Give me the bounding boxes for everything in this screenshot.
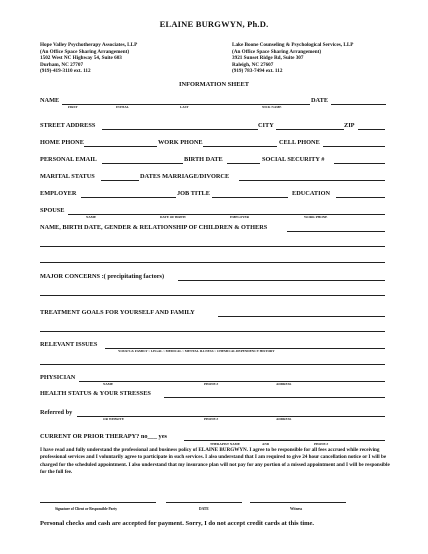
right-office-line: (An Office Space Sharing Arrangement): [232, 48, 322, 55]
physician-address-caption: ADDRESS: [276, 382, 292, 386]
doctor-name-title: ELAINE BURGWYN, Ph.D.: [159, 19, 269, 29]
job-title-field[interactable]: [212, 197, 288, 198]
right-office-line: Lake Boone Counseling & Psychological Services, LLP: [232, 42, 354, 48]
signature-date-line[interactable]: [166, 502, 242, 503]
spouse-dob-caption: DATE OF BIRTH: [160, 215, 186, 219]
date-field[interactable]: [331, 104, 386, 105]
personal-email-field[interactable]: [102, 163, 183, 164]
education-field[interactable]: [336, 197, 385, 198]
street-address-label: STREET ADDRESS: [40, 122, 96, 129]
signature-line[interactable]: [40, 502, 156, 503]
policy-agreement-text: I have read and fully understand the professional and business policy of ELAINE BURGWYN. I agree to be responsible for all fees accrued while receiving professional services and I voluntarily agree to participate in such services. I also understand that I am required to give 24 hour cancellation notice or I will be charged for the scheduled appointment. I also understand that my insurance plan will not pay for any portion of a missed appointment and I will be responsible for the full fee.: [40, 447, 390, 476]
city-label: CITY: [258, 122, 274, 129]
dates-marriage-label: DATES MARRIAGE/DIVORCE: [140, 173, 230, 180]
therapy-label: CURRENT OR PRIOR THERAPY? no___ yes: [40, 433, 167, 440]
major-concerns-label: MAJOR CONCERNS :( precipitating factors): [40, 273, 165, 280]
spouse-field[interactable]: [68, 214, 385, 215]
right-office-line: 3921 Sunset Ridge Rd, Suite 307: [232, 55, 304, 62]
left-office-address: [40, 42, 137, 75]
physician-field[interactable]: [79, 381, 385, 382]
work-phone-field[interactable]: [203, 146, 277, 147]
personal-email-label: PERSONAL EMAIL: [40, 156, 97, 163]
therapist-name-caption: THERAPIST NAME: [210, 442, 240, 446]
left-office-line: (An Office Space Sharing Arrangement): [40, 48, 130, 55]
therapist-and-caption: AND: [262, 442, 270, 446]
spouse-work-phone-caption: WORK PHONE: [304, 215, 328, 219]
physician-name-caption: NAME: [103, 382, 114, 386]
treatment-goals-label: TREATMENT GOALS FOR YOURSELF AND FAMILY: [40, 309, 195, 316]
home-phone-label: HOME PHONE: [40, 139, 84, 146]
witness-caption: Witness: [290, 507, 303, 511]
physician-phone-caption: PHONE #: [204, 382, 219, 386]
employer-label: EMPLOYER: [40, 190, 77, 197]
referred-by-label: Referred by: [40, 409, 73, 416]
first-name-caption: FIRST: [68, 105, 78, 109]
last-name-caption: LAST: [180, 105, 189, 109]
zip-field[interactable]: [358, 129, 385, 130]
spouse-employer-caption: EMPLOYER: [230, 215, 250, 219]
referred-phone-caption: PHONE #: [204, 417, 219, 421]
left-office-line: Durham, NC 27707: [40, 61, 84, 68]
city-field[interactable]: [276, 129, 344, 130]
initial-caption: INITIAL: [116, 105, 130, 109]
dates-marriage-field[interactable]: [239, 180, 385, 181]
treatment-goals-field[interactable]: [218, 316, 385, 317]
right-office-address: [232, 42, 353, 75]
job-title-label: JOB TITLE: [177, 190, 210, 197]
information-sheet-heading: INFORMATION SHEET: [178, 81, 249, 88]
home-phone-field[interactable]: [84, 146, 157, 147]
relevant-issues-caption: YOUR'S & FAMILY ~ LEGAL ~ MEDICAL ~ MENTAL ILLNESS ~ CHEMICAL DEPENDENCY HISTORY: [118, 349, 275, 353]
major-concerns-line[interactable]: [40, 295, 385, 296]
marital-status-label: MARITAL STATUS: [40, 173, 95, 180]
work-phone-label: WORK PHONE: [158, 139, 203, 146]
cell-phone-label: CELL PHONE: [279, 139, 320, 146]
signature-date-caption: DATE: [199, 507, 209, 511]
treatment-goals-line[interactable]: [40, 331, 385, 332]
relevant-issues-line[interactable]: [40, 364, 385, 365]
social-security-label: SOCIAL SECURITY #: [262, 156, 325, 163]
name-label: NAME: [40, 97, 60, 104]
children-label: NAME, BIRTH DATE, GENDER & RELATIONSHIP OF CHILDREN & OTHERS: [40, 224, 268, 231]
children-line[interactable]: [40, 246, 385, 247]
street-address-field[interactable]: [102, 129, 258, 130]
therapy-field[interactable]: [184, 440, 385, 441]
physician-label: PHYSICIAN: [40, 374, 76, 381]
payment-footer-note: Personal checks and cash are accepted for payment. Sorry, I do not accept credit cards at this time.: [40, 520, 315, 527]
education-label: EDUCATION: [292, 190, 331, 197]
marital-status-field[interactable]: [101, 180, 139, 181]
children-line[interactable]: [40, 262, 385, 263]
nick-name-caption: NICK NAME: [262, 105, 282, 109]
signature-caption: Signature of Client or Responsible Party: [55, 507, 118, 511]
relevant-issues-label: RELEVANT ISSUES: [40, 341, 98, 348]
witness-line[interactable]: [250, 502, 346, 503]
right-office-line: (919) 783-7494 ext. 112: [232, 68, 283, 75]
zip-label: ZIP: [344, 122, 355, 129]
birth-date-field[interactable]: [227, 163, 260, 164]
date-label: DATE: [311, 97, 329, 104]
major-concerns-field[interactable]: [178, 280, 385, 281]
left-office-line: 1502 West NC Highway 54, Suite 603: [40, 55, 122, 62]
cell-phone-field[interactable]: [323, 146, 385, 147]
social-security-field[interactable]: [334, 163, 385, 164]
children-field[interactable]: [287, 231, 385, 232]
right-office-line: Raleigh, NC 27607: [232, 61, 274, 68]
employer-field[interactable]: [81, 197, 176, 198]
left-office-line: (919)-419-3110 ext. 112: [40, 68, 91, 75]
spouse-label: SPOUSE: [40, 207, 65, 214]
left-office-line: Hope Valley Psychotherapy Associates, LLP: [40, 42, 138, 48]
birth-date-label: BIRTH DATE: [184, 156, 223, 163]
referred-address-caption: ADDRESS: [276, 417, 292, 421]
therapist-phone-caption: PHONE #: [314, 442, 329, 446]
health-status-label: HEALTH STATUS & YOUR STRESSES: [40, 390, 151, 397]
referred-website-caption: OR WEBSITE: [103, 417, 124, 421]
spouse-name-caption: NAME: [86, 215, 97, 219]
health-status-field[interactable]: [164, 397, 385, 398]
